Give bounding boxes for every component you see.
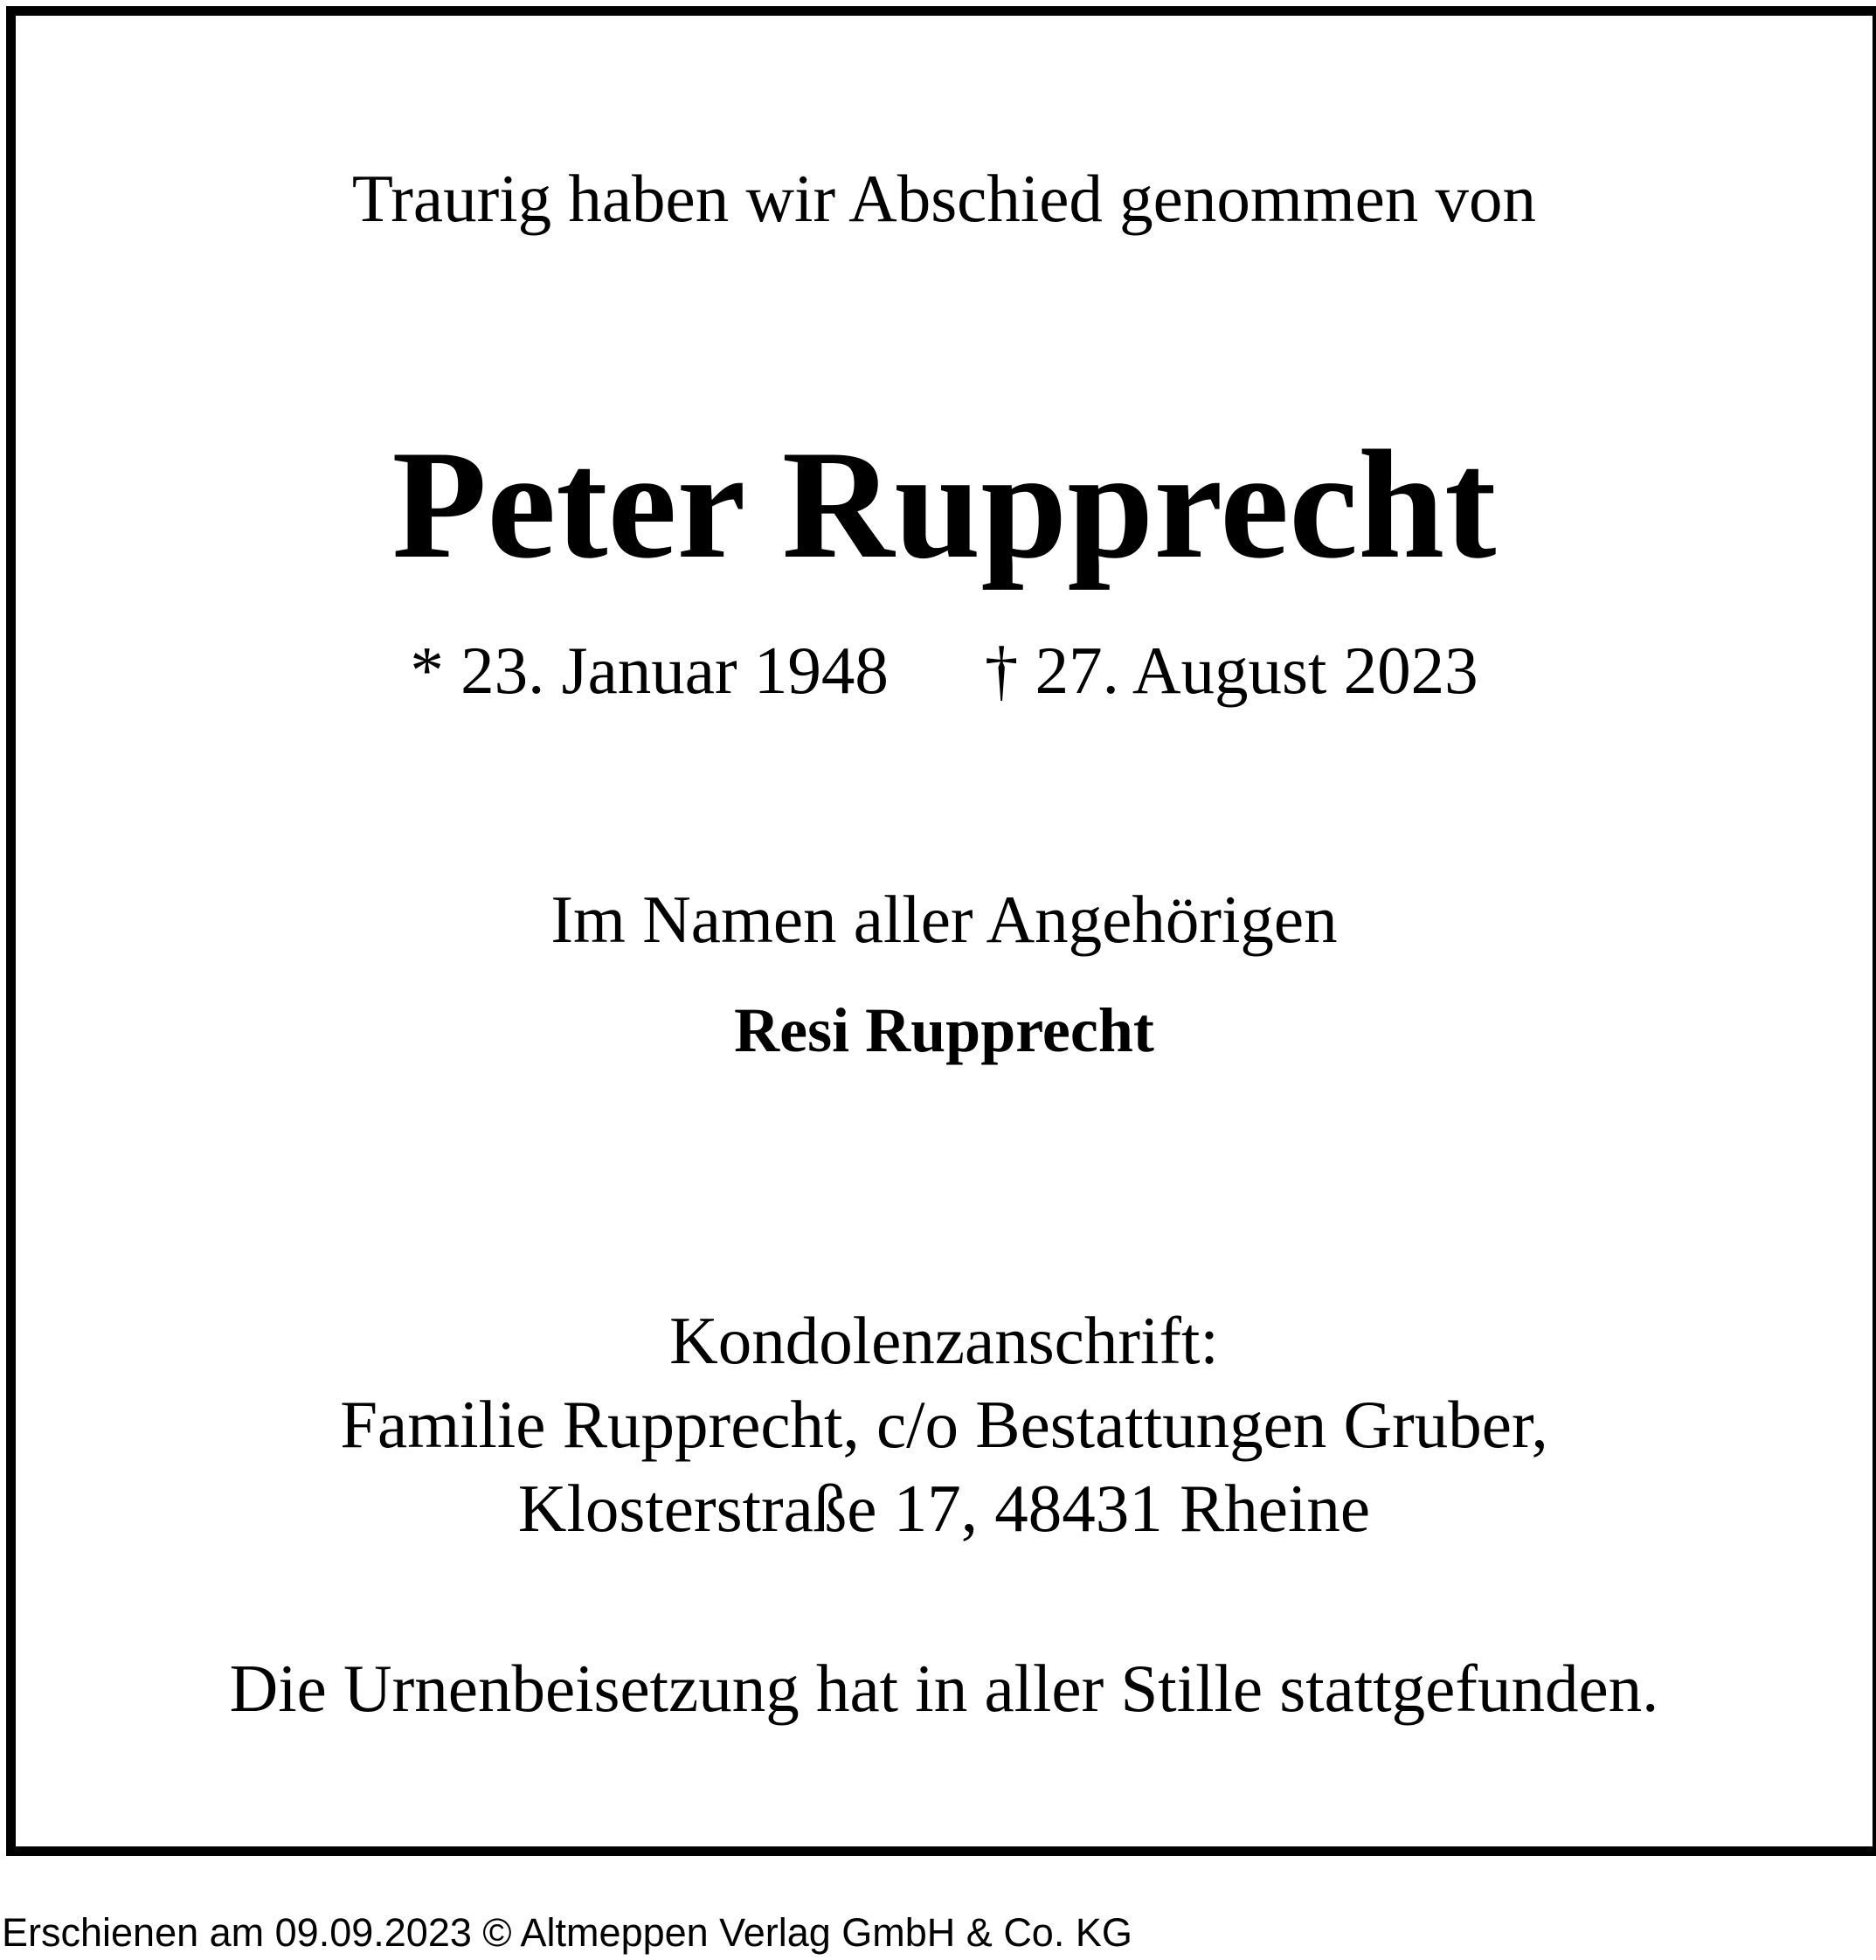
obituary-frame (6, 6, 1876, 1856)
deceased-name: Peter Rupprecht (391, 418, 1497, 591)
condolence-address (16, 1299, 1873, 1550)
intro-text: Traurig haben wir Abschied genommen von (351, 161, 1537, 236)
condolence-heading: Kondolenzanschrift: (669, 1303, 1219, 1378)
behalf-text: Im Namen aller Angehörigen (550, 882, 1338, 957)
burial-note: Die Urnenbeisetzung hat in aller Stille stattgefunden. (229, 1651, 1659, 1726)
signer-name: Resi Rupprecht (734, 995, 1154, 1065)
publication-footer: Erschienen am 09.09.2023 © Altmeppen Verlag GmbH & Co. KG (2, 1910, 1132, 1955)
birth-date: * 23. Januar 1948 (410, 633, 889, 708)
life-dates (16, 632, 1873, 710)
condolence-line-2: Klosterstraße 17, 48431 Rheine (517, 1471, 1371, 1546)
condolence-line-1: Familie Rupprecht, c/o Bestattungen Gruber, (340, 1387, 1548, 1462)
death-date: † 27. August 2023 (984, 633, 1478, 708)
